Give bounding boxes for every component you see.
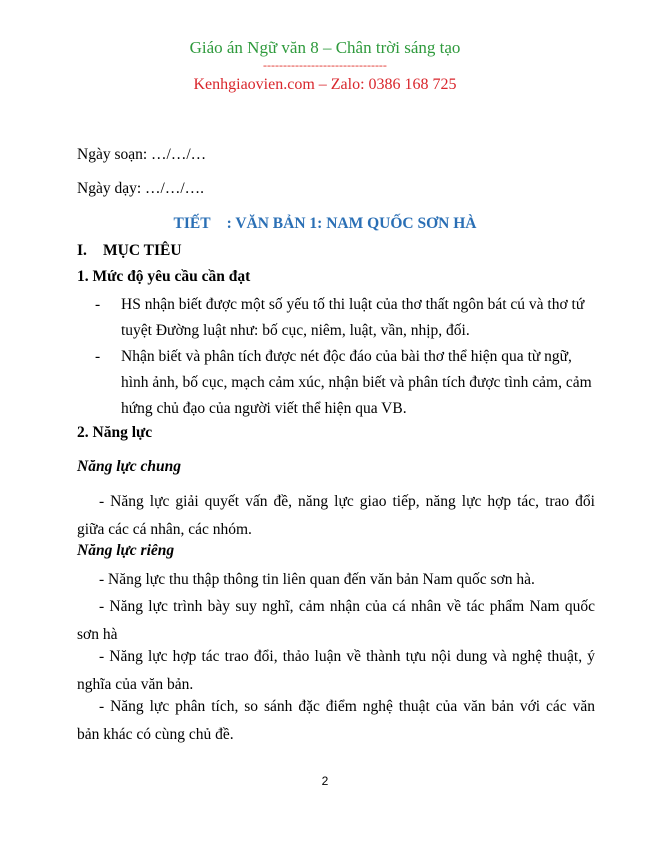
paragraph-line: - Năng lực hợp tác trao đổi, thảo luận về thành tựu nội dung và nghệ thuật, ý [99, 648, 595, 665]
lesson-title [0, 215, 650, 233]
subsection-heading-requirements: 1. Mức độ yêu cầu cần đạt [77, 268, 251, 285]
header-contact: Kenhgiaovien.com – Zalo: 0386 168 725 [193, 76, 457, 93]
lesson-name: : VĂN BẢN 1: NAM QUỐC SƠN HÀ [226, 215, 477, 232]
heading-specific-competency: Năng lực riêng [77, 542, 175, 559]
paragraph-line: giữa các cá nhân, các nhóm. [77, 521, 252, 538]
paragraph-line: - Năng lực trình bày suy nghĩ, cảm nhận của cá nhân về tác phẩm Nam quốc [99, 598, 595, 615]
header-title: Giáo án Ngữ văn 8 – Chân trời sáng tạo [189, 38, 461, 57]
paragraph-specific [77, 693, 595, 749]
header-divider: ------------------------------- [263, 58, 387, 72]
list-item [95, 292, 595, 344]
list-line: HS nhận biết được một số yếu tố thi luật của thơ thất ngôn bát cú và thơ tứ [121, 296, 585, 313]
paragraph-specific [77, 593, 595, 649]
section-number: I. [77, 242, 87, 259]
list-line: hình ảnh, bố cục, mạch cảm xúc, nhận biết và phân tích được tình cảm, cảm [121, 374, 592, 391]
paragraph-general [77, 488, 595, 544]
list-dash: - [95, 348, 101, 365]
paragraph-line: nghĩa của văn bản. [77, 676, 194, 693]
list-line: hứng chủ đạo của người viết thể hiện qua VB. [121, 400, 407, 417]
list-item [95, 344, 595, 422]
paragraph-line: - Năng lực giải quyết vấn đề, năng lực giao tiếp, năng lực hợp tác, trao đổi [99, 493, 595, 510]
date-prepared: Ngày soạn: …/…/… [77, 146, 207, 163]
paragraph-line: bản khác có cùng chủ đề. [77, 726, 234, 743]
paragraph-line: sơn hà [77, 626, 118, 643]
paragraph-line: - Năng lực phân tích, so sánh đặc điểm nghệ thuật của văn bản với các văn [99, 698, 595, 715]
paragraph-specific [77, 566, 595, 594]
subsection-heading-competencies: 2. Năng lực [77, 424, 153, 441]
list-dash: - [95, 296, 101, 313]
paragraph-line: - Năng lực thu thập thông tin liên quan đến văn bản Nam quốc sơn hà. [99, 571, 535, 588]
date-taught: Ngày dạy: …/…/…. [77, 180, 204, 197]
page-number: 2 [321, 774, 329, 788]
list-line: Nhận biết và phân tích được nét độc đáo của bài thơ thể hiện qua từ ngữ, [121, 348, 572, 365]
lesson-prefix: TIẾT [173, 215, 211, 232]
section-title: MỤC TIÊU [103, 242, 182, 259]
section-heading-objectives [77, 242, 182, 260]
paragraph-specific [77, 643, 595, 699]
heading-general-competency: Năng lực chung [77, 458, 182, 475]
list-line: tuyệt Đường luật như: bố cục, niêm, luật, vần, nhịp, đối. [121, 322, 470, 339]
